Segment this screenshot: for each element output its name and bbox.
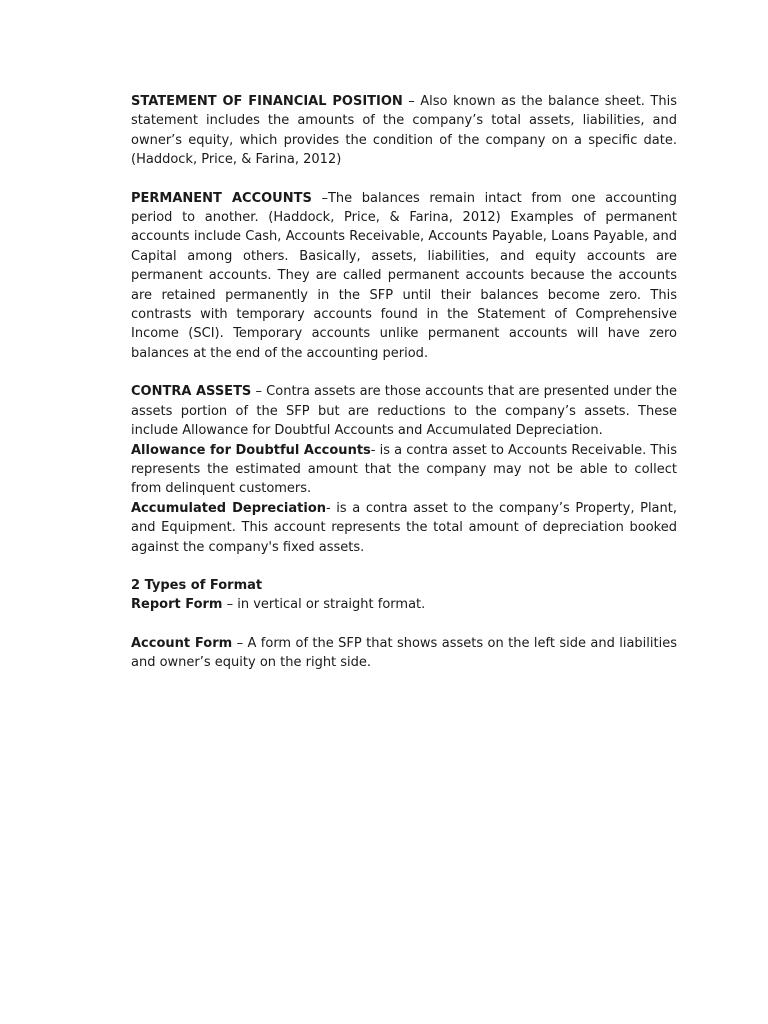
term-contra-assets: CONTRA ASSETS [131,384,252,400]
term-report-form: Report Form [131,597,223,613]
formats-heading: 2 Types of Format [131,577,263,593]
paragraph-accumulated-depreciation [131,499,677,557]
term-accumulated-depreciation: Accumulated Depreciation [131,500,327,516]
definition-sfp: – Also known as the balance sheet. This statement includes the amounts of the company’s total assets, liabilities, and owner’s equity, which provides the condition of the company on a specific date. (Haddock, Price, & Farina, 2012) [131,94,677,168]
paragraph-sfp [131,92,677,170]
spacer [131,557,677,576]
spacer [131,363,677,382]
term-account-form: Account Form [131,635,233,651]
definition-report-form: – in vertical or straight format. [222,597,426,613]
term-sfp: STATEMENT OF FINANCIAL POSITION [131,94,403,109]
spacer [131,615,677,634]
definition-account-form: – A form of the SFP that shows assets on the left side and liabilities and owner’s equity on the right side. [131,635,677,671]
spacer [131,170,677,189]
definition-allowance: - is a contra asset to Accounts Receivable. This represents the estimated amount that the company may not be able to collect from delinquent customers. [131,442,677,497]
paragraph-allowance [131,441,677,499]
definition-contra-assets: – Contra assets are those accounts that are presented under the assets portion of the SFP but are reductions to the company’s assets. These include Allowance for Doubtful Accounts and Accumulated Depreciation. [131,384,678,439]
definition-permanent-accounts: –The balances remain intact from one accounting period to another. (Haddock, Price, & Farina, 2012) Examples of permanent accounts include Cash, Accounts Receivable, Accounts Payable, Loans Payable, and Capital among others. Basically, assets, liabilities, and equity accounts are permanent accounts. They are called permanent accounts because the accounts are retained permanently in the SFP until their balances become zero. This contrasts with temporary accounts found in the Statement of Comprehensive Income (SCI). Temporary accounts unlike permanent accounts will have zero balances at the end of the accounting period. [131,190,678,361]
document-page [131,92,677,673]
definition-accumulated-depreciation: - is a contra asset to the company’s Property, Plant, and Equipment. This account represents the total amount of depreciation booked against the company's fixed assets. [131,500,677,555]
paragraph-report-form [131,595,677,614]
term-permanent-accounts: PERMANENT ACCOUNTS [131,190,312,206]
term-allowance: Allowance for Doubtful Accounts [131,442,371,458]
paragraph-permanent-accounts [131,189,677,364]
paragraph-contra-assets [131,382,677,440]
paragraph-account-form [131,634,677,673]
